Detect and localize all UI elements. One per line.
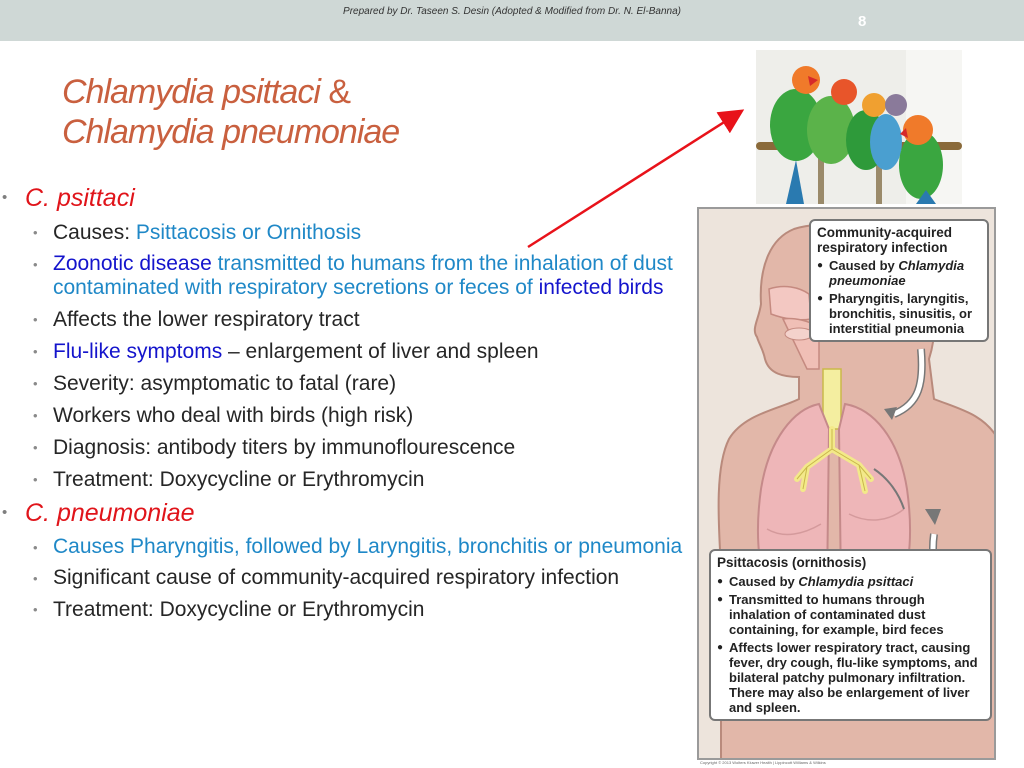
community-acquired-callout [809,219,989,342]
respiratory-anatomy-illustration [697,207,996,760]
list-item: • Affects the lower respiratory tract [33,308,360,331]
prepared-by-text: Prepared by Dr. Taseen S. Desin (Adopted & Modified from Dr. N. El-Banna) [343,6,681,17]
heading-c-psittaci: • C. psittaci [2,184,135,212]
slide-number: 8 [858,13,867,30]
figure-copyright: Copyright © 2013 Wolters Kluwer Health | Lippincott Williams & Wilkins [700,760,826,765]
list-item: • Significant cause of community-acquired respiratory infection [33,566,620,589]
list-item: • Causes Pharyngitis, followed by Laryngitis, bronchitis or pneumonia [33,535,683,558]
bullet-icon: • [33,540,38,555]
list-item: • Causes: Psittacosis or Ornithosis [33,221,362,244]
bullet-icon: • [33,408,38,423]
title-ampersand: & [319,73,351,111]
bullet-icon: • [33,440,38,455]
bullet-icon: • [33,571,38,586]
bullet-icon: • [2,504,8,521]
list-item: • Zoonotic disease transmitted to humans from the inhalation of dust contaminated with respiratory secretions or feces of infected birds [33,252,673,299]
heading-c-pneumoniae: • C. pneumoniae [2,499,195,527]
title-pneumoniae: Chlamydia pneumoniae [62,113,400,151]
callout-bullet: ● Transmitted to humans through inhalation of contaminated dust containing, for example, bird feces [717,592,984,637]
list-item: • Diagnosis: antibody titers by immunoflourescence [33,436,516,459]
bullet-icon: • [33,225,38,240]
callout-bullet: ● Affects lower respiratory tract, causing fever, dry cough, flu-like symptoms, and bilateral patchy pulmonary infiltration. There may also be enlargement of liver and spleen. [717,640,984,715]
bullet-icon: • [33,472,38,487]
bullet-icon: • [33,602,38,617]
list-item: • Severity: asymptomatic to fatal (rare) [33,372,397,395]
callout-bullet: ● Caused by Chlamydia psittaci [717,574,984,589]
callout-bullet: ● Pharyngitis, laryngitis, bronchitis, sinusitis, or interstitial pneumonia [817,291,981,336]
callout-title: Community-acquired respiratory infection [817,225,953,255]
list-item: • Workers who deal with birds (high risk) [33,404,414,427]
title-psittaci: Chlamydia psittaci [62,73,320,111]
bullet-icon: • [33,257,38,272]
list-item: • Treatment: Doxycycline or Erythromycin [33,598,425,621]
bullet-icon: • [2,189,8,206]
callout-bullet: ● Caused by Chlamydia pneumoniae [817,258,981,288]
psittacosis-callout [709,549,992,721]
bullet-icon: • [33,376,38,391]
list-item: • Flu-like symptoms – enlargement of liver and spleen [33,340,539,363]
list-item: • Treatment: Doxycycline or Erythromycin [33,468,425,491]
bullet-icon: • [33,312,38,327]
bullet-icon: • [33,344,38,359]
callout-title: Psittacosis (ornithosis) [717,555,867,570]
